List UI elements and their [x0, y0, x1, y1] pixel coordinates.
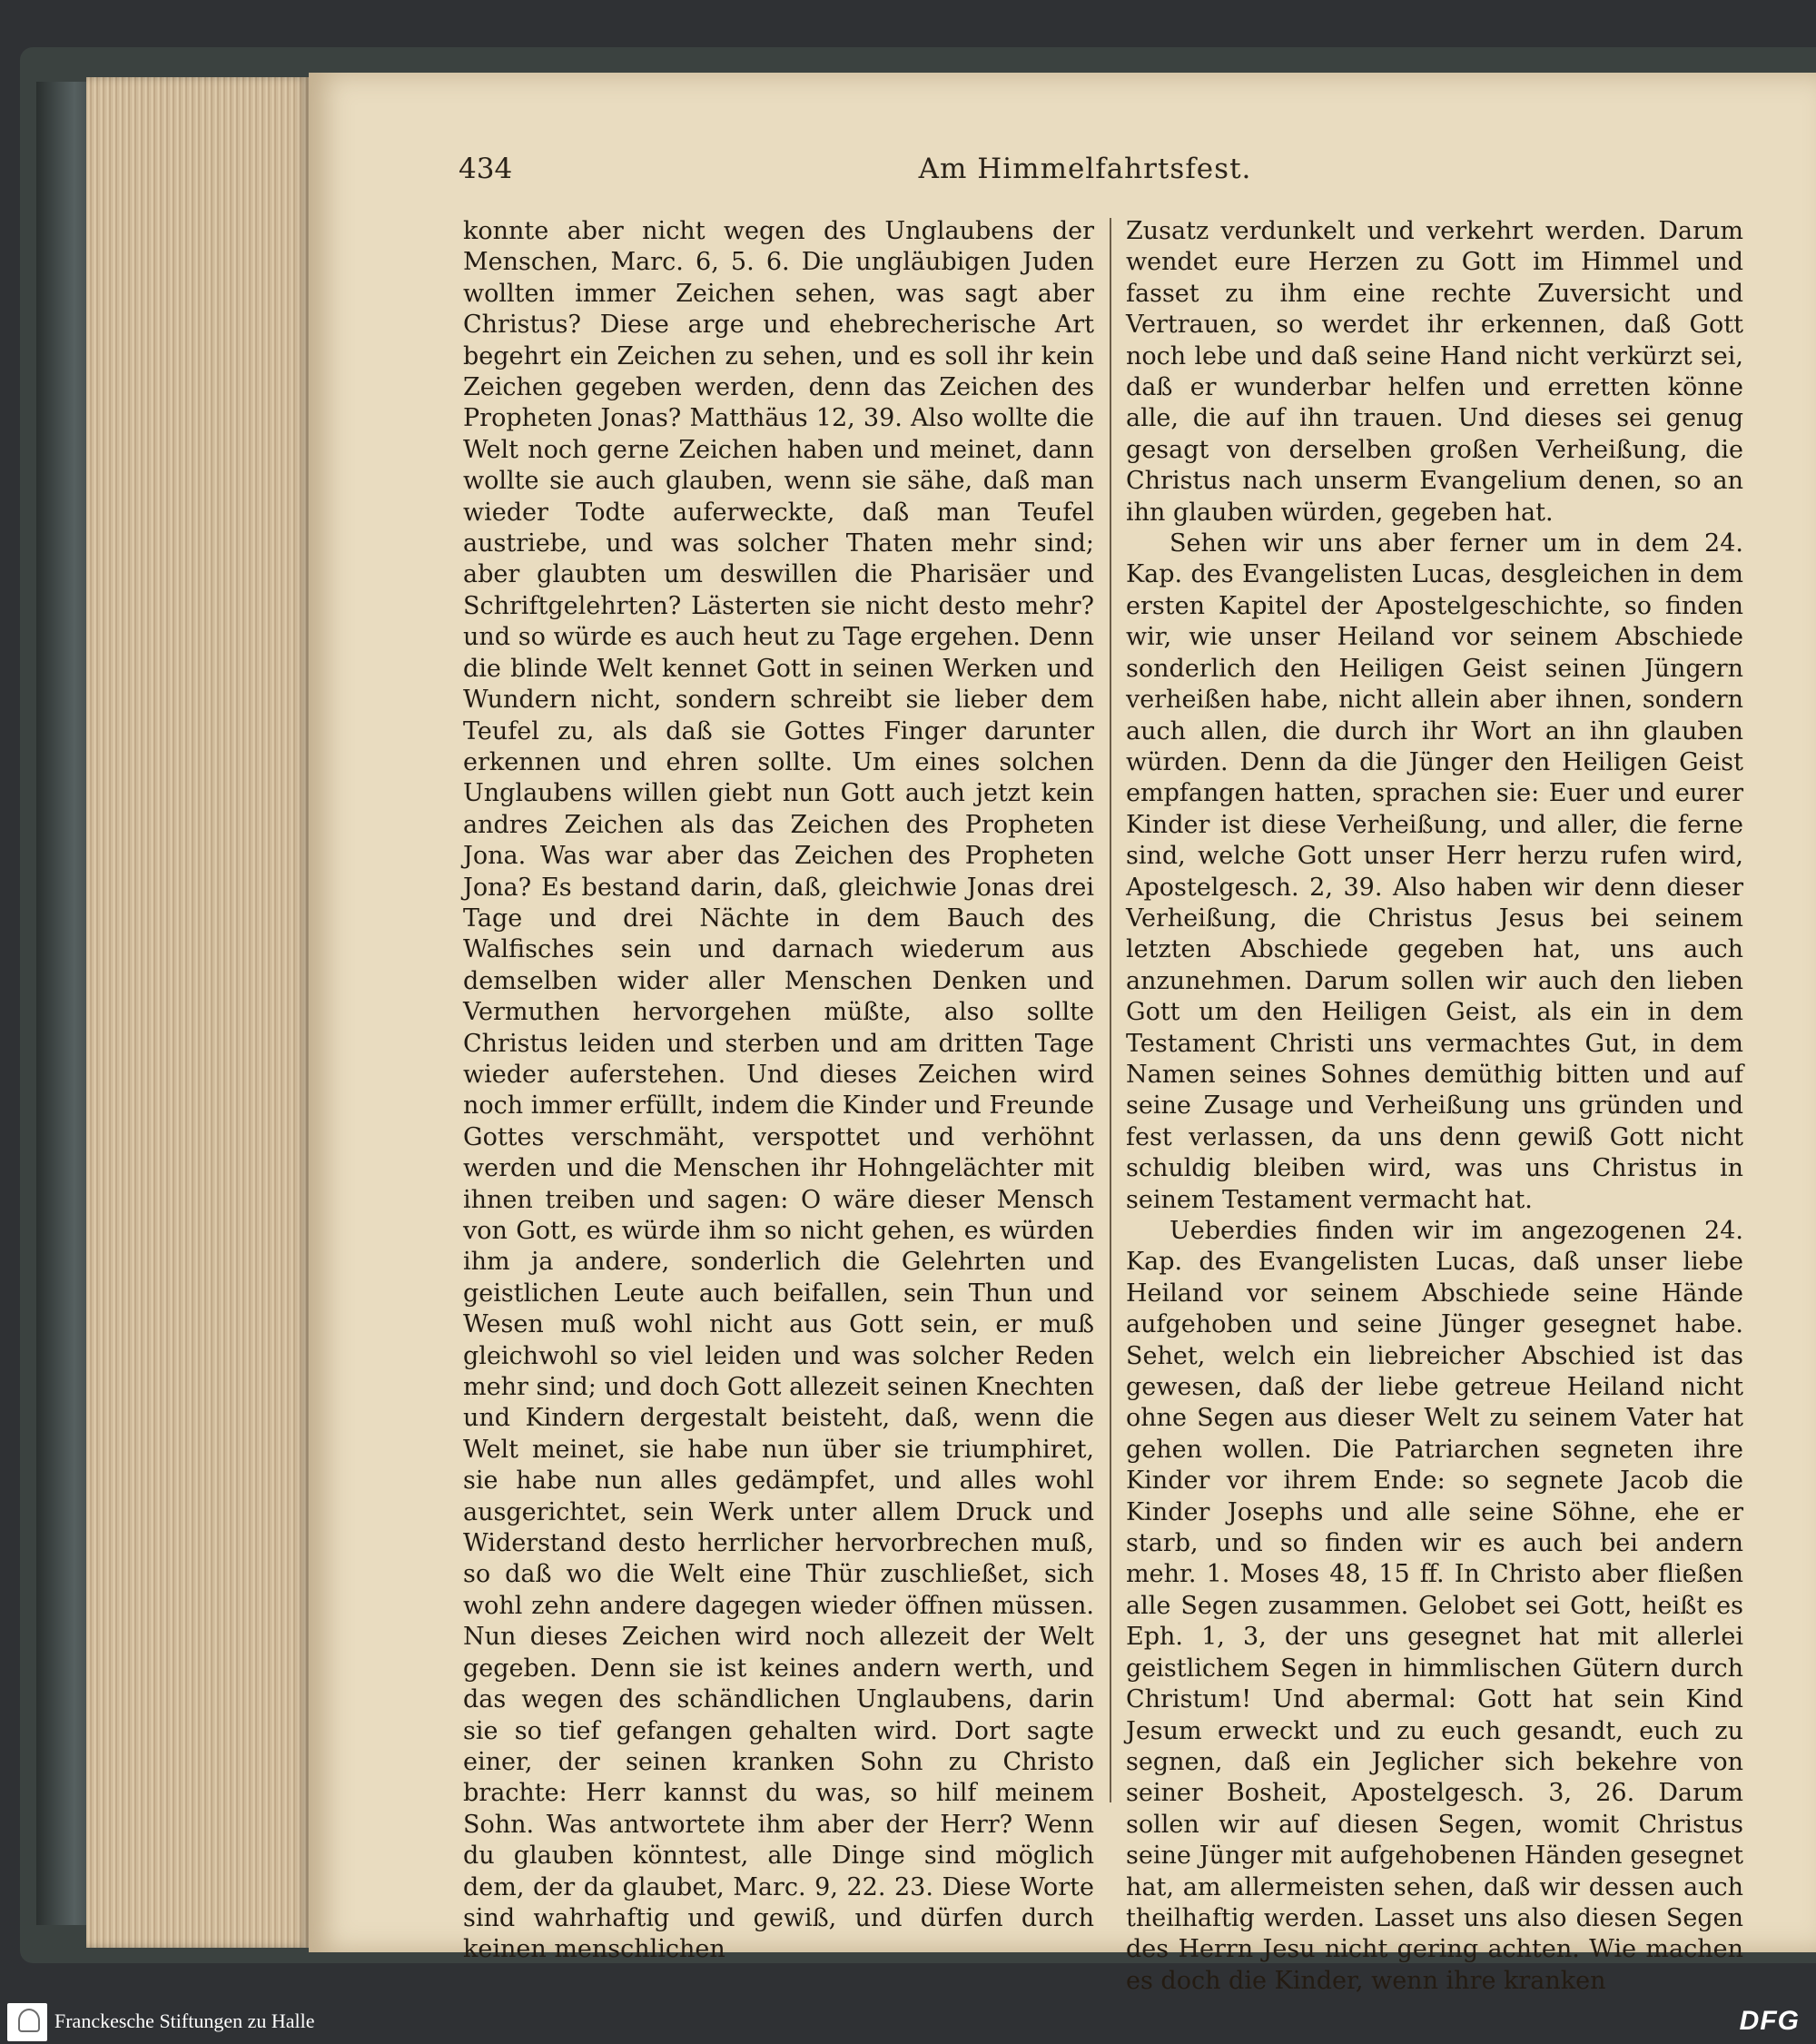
institution-name: Franckesche Stiftungen zu Halle	[54, 2009, 315, 2032]
paragraph: konnte aber nicht wegen des Unglaubens der Menschen, Marc. 6, 5. 6. Die ungläubigen Juden wollten immer Zeichen sehen, was sagt aber Christus? Diese arge und ehebrecherische Art begehrt ein Zeichen zu sehen, und es soll ihr kein Zeichen gegeben werden, denn das Zeichen des Propheten Jonas? Matthäus 12, 39. Also wollte die Welt noch gerne Zeichen haben und meinet, dann wollte sie auch glauben, wenn sie sähe, daß man wieder Todte auferweckte, daß man Teufel austriebe, und was solcher Thaten mehr sind; aber glaubten um deswillen die Pharisäer und Schriftgelehrten? Lästerten sie nicht desto mehr? und so würde es auch heut zu Tage ergehen. Denn die blinde Welt kennet Gott in seinen Werken und Wundern nicht, sondern schreibt sie lieber dem Teufel zu, als daß sie Gottes Finger darunter erkennen und ehren sollte. Um eines solchen Unglaubens willen giebt nun Gott auch jetzt kein andres Zeichen als das Zeichen des Propheten Jona. Was war aber das Zeichen des Propheten Jona? Es bestand darin, daß, gleichwie Jonas drei Tage und drei Nächte in dem Bauch des Walfisches sein und darnach wiederum aus demselben wider aller Menschen Denken und Vermuthen hervorgehen müßte, also sollte Christus leiden und sterben und am dritten Tage wieder auferstehen. Und dieses Zeichen wird noch immer erfüllt, indem die Kinder und Freunde Gottes verschmäht, verspottet und verhöhnt werden und die Menschen ihr Hohngelächter mit ihnen treiben und sagen: O wäre dieser Mensch von Gott, es würde ihm so nicht gehen, es würden ihm ja andere, sonderlich die Gelehrten und geistlichen Leute auch beifallen, sein Thun und Wesen muß wohl nicht aus Gott sein, er muß gleichwohl so viel leiden und was solcher Reden mehr sind; und doch Gott allezeit seinen Knechten und Kindern dergestalt beisteht, daß, wenn die Welt meinet, sie habe nun über sie triumphiret, sie habe nun alles gedämpfet, und alles wohl ausgerichtet, sein Werk unter allem Druck und Widerstand desto herrlicher hervorbrechen muß, so daß wo die Welt eine Thür zuschließet, sich wohl zehn andere dagegen wieder öffnen müssen. Nun dieses Zeichen wird noch allezeit der Welt gegeben. Denn sie ist keines andern werth, und das wegen des schändlichen Unglaubens, darin sie so tief gefangen gehalten wird. Dort sagte einer, der seinen kranken Sohn zu Christo brachte: Herr kannst du was, so hilf meinem Sohn. Was antwortete ihm aber der Herr? Wenn du glauben könntest, alle Dinge sind möglich dem, der da glaubet, Marc. 9, 22. 23. Diese Worte sind wahrhaftig und gewiß, und dürfen durch keinen menschlichen	[463, 217, 1094, 1964]
paragraph: Sehen wir uns aber ferner um in dem 24. Kap. des Evangelisten Lucas, desgleichen in dem ersten Kapitel der Apostelgeschichte, so finden wir, wie unser Heiland vor seinem Abschiede sonderlich den Heiligen Geist seinen Jüngern verheißen habe, nicht allein aber ihnen, sondern auch allen, die durch ihr Wort an ihn glauben würden. Denn da die Jünger den Heiligen Geist empfangen hatten, sprachen sie: Euer und eurer Kinder ist diese Verheißung, und aller, die ferne sind, welche Gott unser Herr herzu rufen wird, Apostelgesch. 2, 39. Also haben wir denn dieser Verheißung, die Christus Jesus bei seinem letzten Abschiede gegeben hat, uns auch anzunehmen. Darum sollen wir auch den lieben Gott um den Heiligen Geist, als ein in dem Testament Christi uns vermachtes Gut, in dem Namen seines Sohnes demüthig bitten und auf seine Zusage und Verheißung uns gründen und fest verlassen, da uns denn gewiß Gott nicht schuldig bleiben wird, was uns Christus in seinem Testament vermacht hat.	[1126, 529, 1743, 1214]
column-divider	[1110, 218, 1111, 1802]
page-number: 434	[459, 153, 513, 185]
institution-logo-icon	[7, 2003, 47, 2041]
paragraph: Ueberdies finden wir im angezogenen 24. Kap. des Evangelisten Lucas, daß unser liebe Heiland vor seinem Abschiede seine Hände aufgehoben und seine Jünger gesegnet habe. Sehet, welch ein liebreicher Abschied ist das gewesen, daß der liebe getreue Heiland nicht ohne Segen aus dieser Welt zu seinem Vater hat gehen wollen. Die Patriarchen segneten ihre Kinder vor ihrem Ende: so segnete Jacob die Kinder Josephs und alle seine Söhne, ehe er starb, und so finden wir es auch bei andern mehr. 1. Moses 48, 15 ff. In Christo aber fließen alle Segen zusammen. Gelobet sei Gott, heißt es Eph. 1, 3, der uns gesegnet hat mit allerlei geistlichem Segen in himmlischen Gütern durch Christum! Und abermal: Gott hat sein Kind Jesum erweckt und zu euch gesandt, euch zu segnen, daß ein Jeglicher sich bekehre von seiner Bosheit, Apostelgesch. 3, 26. Darum sollen wir auf diesen Segen, womit Christus seine Jünger mit aufgehobenen Händen gesegnet hat, am allermeisten sehen, daß wir dessen auch theilhaftig werden. Lasset uns also diesen Segen des Herrn Jesu nicht gering achten. Wie machen es doch die Kinder, wenn ihre kranken	[1126, 1217, 1743, 1995]
page-header	[459, 153, 1712, 191]
page-edges	[86, 77, 309, 1948]
running-head: Am Himmelfahrtsfest.	[918, 153, 1252, 185]
left-column	[463, 216, 1094, 1966]
dfg-logo: DFG	[1739, 2006, 1800, 2036]
paragraph: Zusatz verdunkelt und verkehrt werden. Darum wendet eure Herzen zu Gott im Himmel und fasset zu ihm eine rechte Zuversicht und Vertrauen, so werdet ihr erkennen, daß Gott noch lebe und daß seine Hand nicht verkürzt sei, daß er wunderbar helfen und erretten könne alle, die auf ihn trauen. Und dieses sei genug gesagt von derselben großen Verheißung, die Christus nach unserm Evangelium denen, so an ihn glauben würden, gegeben hat.	[1126, 217, 1743, 527]
right-column	[1126, 216, 1743, 1997]
